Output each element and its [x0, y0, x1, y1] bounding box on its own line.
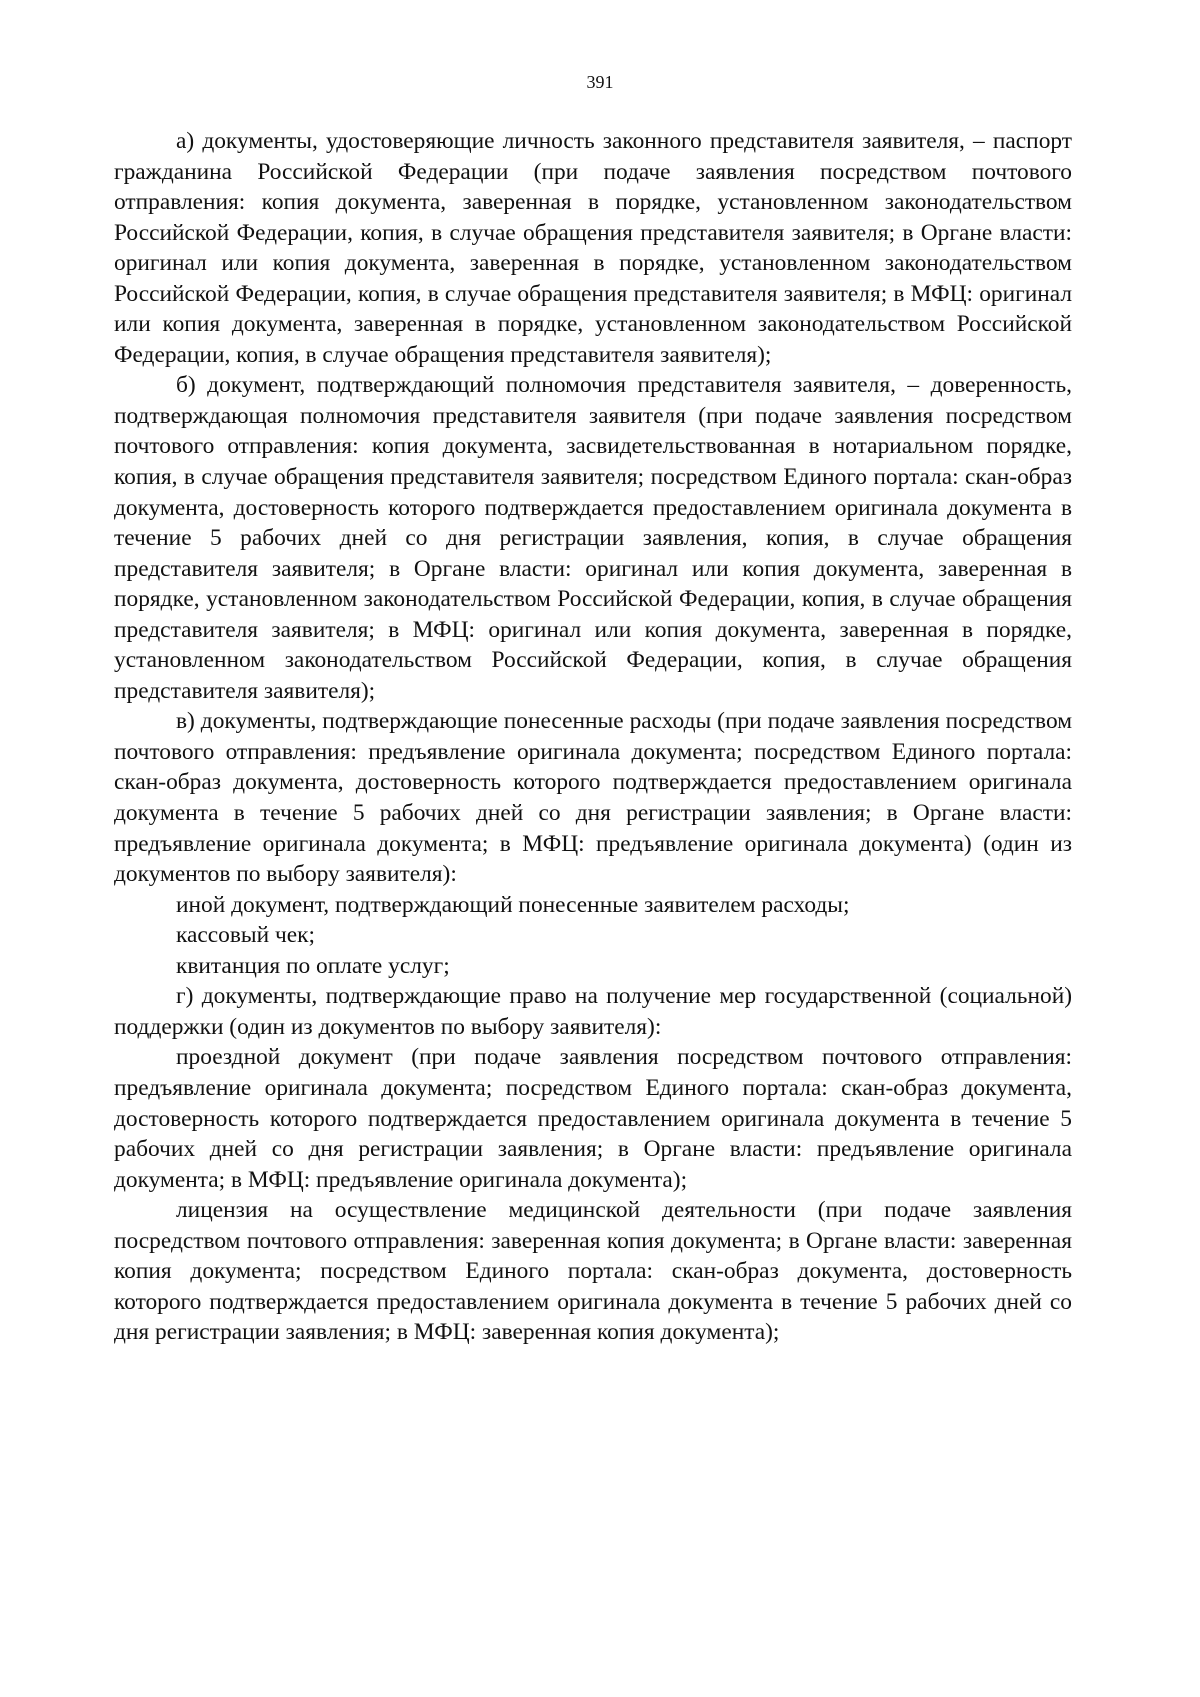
document-body [114, 126, 1072, 1348]
list-item-cash-receipt: кассовый чек; [176, 922, 315, 949]
list-item-travel-document: проездной документ (при подаче заявления посредством почтового отправления: предъявление оригинала документа; посредством Единого портала: скан-образ документа, достоверность которого подтверждается предоставлением оригинала документа в течение 5 рабочих дней со дня регистрации заявления; в Органе власти: предъявление оригинала документа; в МФЦ: предъявление оригинала документа); [114, 1044, 1072, 1193]
list-item-service-receipt: квитанция по оплате услуг; [176, 952, 450, 979]
list-item-medical-license: лицензия на осуществление медицинской деятельности (при подаче заявления посредством почтового отправления: заверенная копия документа; в Органе власти: заверенная копия документа; посредством Единого портала: скан-образ документа, достоверность которого подтверждается предоставлением оригинала документа в течение 5 рабочих дней со дня регистрации заявления; в МФЦ: заверенная копия документа); [114, 1197, 1072, 1346]
paragraph-v-expense-documents: в) документы, подтверждающие понесенные расходы (при подаче заявления посредством почтового отправления: предъявление оригинала документа; посредством Единого портала: скан-образ документа, достоверность которого подтверждается предоставлением оригинала документа в течение 5 рабочих дней со дня регистрации заявления; в Органе власти: предъявление оригинала документа; в МФЦ: предъявление оригинала документа) (один из документов по выбору заявителя): [114, 708, 1072, 888]
page-number: 391 [586, 72, 614, 92]
paragraph-g-support-right-documents: г) документы, подтверждающие право на получение мер государственной (социальной) поддержки (один из документов по выбору заявителя): [114, 983, 1072, 1040]
list-item-other-document: иной документ, подтверждающий понесенные заявителем расходы; [176, 891, 850, 918]
paragraph-b-power-of-attorney: б) документ, подтверждающий полномочия представителя заявителя, – доверенность, подтверждающая полномочия представителя заявителя (при подаче заявления посредством почтового отправления: копия документа, засвидетельствованная в нотариальном порядке, копия, в случае обращения представителя заявителя; посредством Единого портала: скан-образ документа, достоверность которого подтверждается предоставлением оригинала документа в течение 5 рабочих дней со дня регистрации заявления, копия, в случае обращения представителя заявителя; в Органе власти: оригинал или копия документа, заверенная в порядке, установленном законодательством Российской Федерации, копия, в случае обращения представителя заявителя; в МФЦ: оригинал или копия документа, заверенная в порядке, установленном законодательством Российской Федерации, копия, в случае обращения представителя заявителя); [114, 372, 1072, 704]
paragraph-a-identity-documents: а) документы, удостоверяющие личность законного представителя заявителя, – паспорт гражданина Российской Федерации (при подаче заявления посредством почтового отправления: копия документа, заверенная в порядке, установленном законодательством Российской Федерации, копия, в случае обращения представителя заявителя; в Органе власти: оригинал или копия документа, заверенная в порядке, установленном законодательством Российской Федерации, копия, в случае обращения представителя заявителя; в МФЦ: оригинал или копия документа, заверенная в порядке, установленном законодательством Российской Федерации, копия, в случае обращения представителя заявителя); [114, 128, 1072, 368]
